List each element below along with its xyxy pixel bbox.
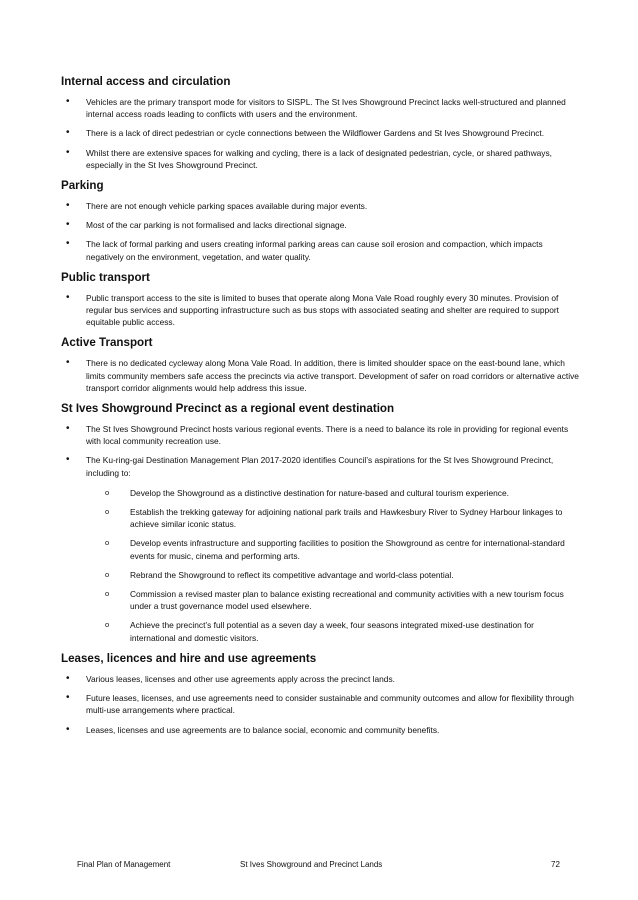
section-active-transport: [61, 335, 581, 394]
sub-list-item: o Develop events infrastructure and supporting facilities to position the Showground as centre for international-standard events for music, cinema and performing arts.: [86, 537, 581, 561]
list-item: • There is a lack of direct pedestrian or cycle connections between the Wildflower Gardens and St Ives Showground Precinct.: [61, 127, 581, 139]
section-regional-event: [61, 401, 581, 644]
sub-bullet-list: [61, 487, 581, 644]
page-content: [61, 74, 581, 743]
section-leases: [61, 651, 581, 736]
section-heading: Active Transport: [61, 336, 153, 350]
list-item: • Leases, licenses and use agreements are to balance social, economic and community benefits.: [61, 724, 581, 736]
section-public-transport: [61, 270, 581, 329]
footer-document-title: Final Plan of Management: [77, 860, 171, 869]
section-heading: St Ives Showground Precinct as a regional event destination: [61, 402, 395, 416]
sub-list-item: o Establish the trekking gateway for adjoining national park trails and Hawkesbury River to Sydney Harbour linkages to achieve similar iconic status.: [86, 506, 581, 530]
list-item: • Most of the car parking is not formalised and lacks directional signage.: [61, 219, 581, 231]
bullet-list: [61, 423, 581, 479]
bullet-list: [61, 96, 581, 171]
list-item: [61, 454, 581, 478]
list-item: • There are not enough vehicle parking spaces available during major events.: [61, 200, 581, 212]
sub-list-item: o Achieve the precinct’s full potential as a seven day a week, four seasons integrated mixed-use destination for international and domestic visitors.: [86, 619, 581, 643]
section-heading: Parking: [61, 179, 104, 193]
list-item: • The St Ives Showground Precinct hosts various regional events. There is a need to balance its role in providing for regional events with local community recreation use.: [61, 423, 581, 447]
sub-list-item: o Commission a revised master plan to balance existing recreational and community activities with a new tourism focus under a trust governance model used elsewhere.: [86, 588, 581, 612]
list-item: • Public transport access to the site is limited to buses that operate along Mona Vale Road roughly every 30 minutes. Provision of regular bus services and supporting infrastructure such as bus stops with associated seating and shelter are required to support equitable public access.: [61, 292, 581, 329]
section-heading: Public transport: [61, 270, 150, 284]
bullet-list: [61, 292, 581, 329]
sub-list-item: o Develop the Showground as a distinctive destination for nature-based and cultural tourism experience.: [86, 487, 581, 499]
bullet-list: [61, 357, 581, 394]
bullet-list: [61, 200, 581, 263]
section-heading: Leases, licences and hire and use agreements: [61, 651, 317, 665]
list-item: • Future leases, licenses, and use agreements need to consider sustainable and community outcomes and allow for flexibility through multi-use arrangements where practical.: [61, 692, 581, 716]
list-item: • Vehicles are the primary transport mode for visitors to SISPL. The St Ives Showground Precinct lacks well-structured and planned internal access roads leading to conflicts with users and the environment.: [61, 96, 581, 120]
section-internal-access: [61, 74, 581, 171]
sub-list-item: o Rebrand the Showground to reflect its competitive advantage and world-class potential.: [86, 569, 581, 581]
list-item: • Various leases, licenses and other use agreements apply across the precinct lands.: [61, 673, 581, 685]
bullet-list: [61, 673, 581, 736]
list-item: • Whilst there are extensive spaces for walking and cycling, there is a lack of designated pedestrian, cycle, or shared pathways, especially in the St Ives Showground Precinct.: [61, 147, 581, 171]
section-parking: [61, 178, 581, 263]
list-item-text: The Ku-ring-gai Destination Management Plan 2017-2020 identifies Council’s aspirations for the St Ives Showground Precinct, including to:: [86, 455, 554, 478]
page-number: 72: [551, 860, 560, 869]
section-heading: Internal access and circulation: [61, 75, 231, 88]
list-item: • The lack of formal parking and users creating informal parking areas can cause soil erosion and compaction, which impacts negatively on the environment, vegetation, and water quality.: [61, 238, 581, 262]
list-item: • There is no dedicated cycleway along Mona Vale Road. In addition, there is limited shoulder space on the east-bound lane, which limits community members safe access the precincts via active transport. Development of safer on road corridors or alternative active transport corridor alignments would help address this issue.: [61, 357, 581, 394]
footer-site-name: St Ives Showground and Precinct Lands: [240, 860, 383, 869]
